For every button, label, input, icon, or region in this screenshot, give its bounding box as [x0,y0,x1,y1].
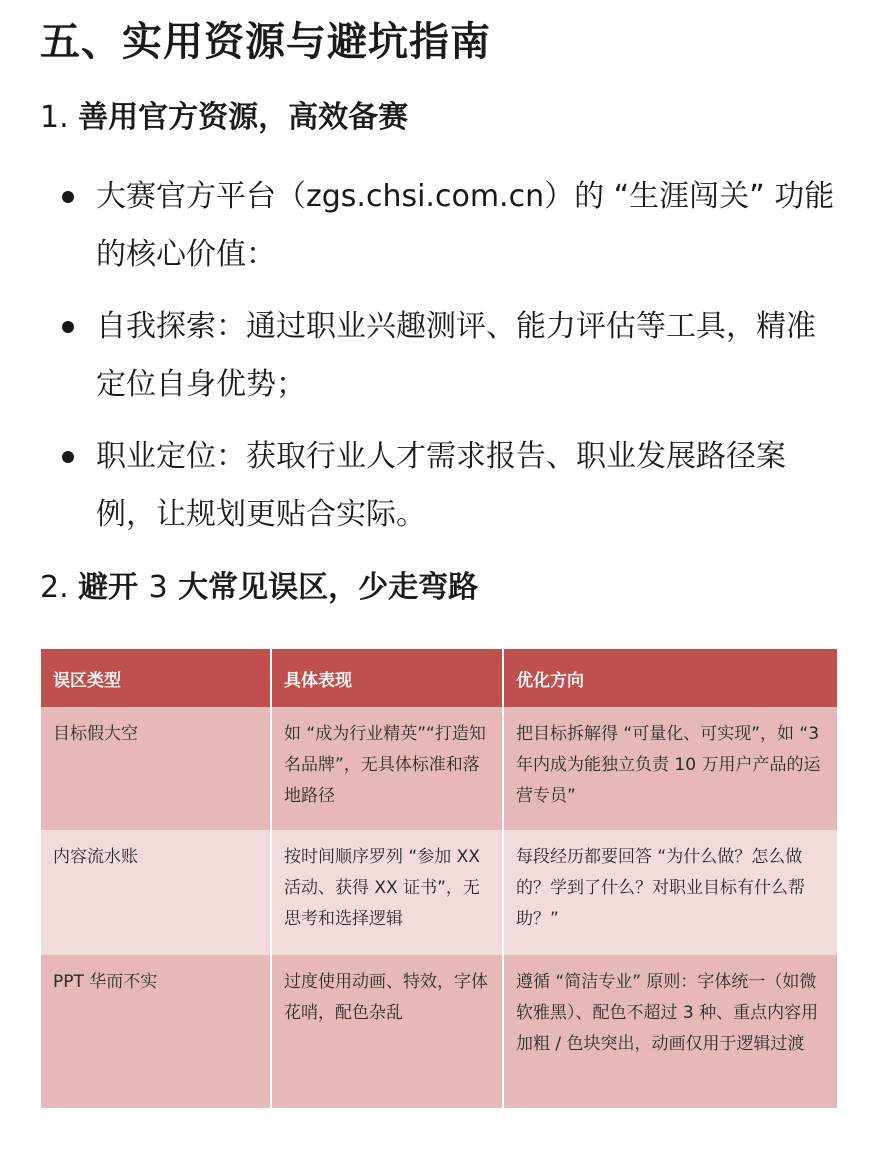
list-item-text: 职业定位：获取行业人才需求报告、职业发展路径案例，让规划更贴合实际。 [96,439,786,532]
table-cell: 遵循 “简洁专业” 原则：字体统一（如微软雅黑）、配色不超过 3 种、重点内容用加粗 / 色块突出，动画仅用于逻辑过渡 [503,955,837,1108]
list-item [0,168,880,284]
table-row [41,955,837,1108]
table-cell: 把目标拆解得 “可量化、可实现”，如 “3 年内成为能独立负责 10 万用户产品的运营专员” [503,707,837,830]
table-cell: 过度使用动画、特效，字体花哨，配色杂乱 [271,955,503,1108]
table-cell: 目标假大空 [41,707,271,830]
table-header-cell: 优化方向 [503,649,837,707]
table-cell: 如 “成为行业精英”“打造知名品牌”，无具体标准和落地路径 [271,707,503,830]
subsection-title-2 [40,567,478,609]
subsection-2-text-b: 大常见误区，少走弯路 [167,570,479,605]
subsection-2-text-a: 避开 [78,570,149,605]
bullet-dot-icon [62,191,74,203]
bullet-list [0,168,880,558]
section-title: 五、实用资源与避坑指南 [40,19,491,65]
table-cell: 内容流水账 [41,830,271,955]
subsection-2-count: 3 [148,570,168,605]
bullet-dot-icon [62,451,74,463]
table-row [41,707,837,830]
bullet-dot-icon [62,321,74,333]
table-cell: PPT 华而不实 [41,955,271,1108]
table-header-row [41,649,837,707]
table-header-cell: 误区类型 [41,649,271,707]
list-item [0,298,880,414]
table-cell: 每段经历都要回答 “为什么做？怎么做的？学到了什么？对职业目标有什么帮助？” [503,830,837,955]
table-header-cell: 具体表现 [271,649,503,707]
list-item [0,428,880,544]
table-row [41,830,837,955]
subsection-1-number: 1. [40,100,79,135]
subsection-2-number: 2. [40,570,79,605]
pitfalls-table [41,649,837,1108]
list-item-text: 自我探索：通过职业兴趣测评、能力评估等工具，精准定位自身优势； [96,309,816,402]
list-item-text: 大赛官方平台（zgs.chsi.com.cn）的 “生涯闯关” 功能的核心价值： [96,179,835,272]
table-cell: 按时间顺序罗列 “参加 XX 活动、获得 XX 证书”，无思考和选择逻辑 [271,830,503,955]
subsection-1-text: 善用官方资源，高效备赛 [78,100,409,135]
subsection-title-1 [40,97,408,139]
